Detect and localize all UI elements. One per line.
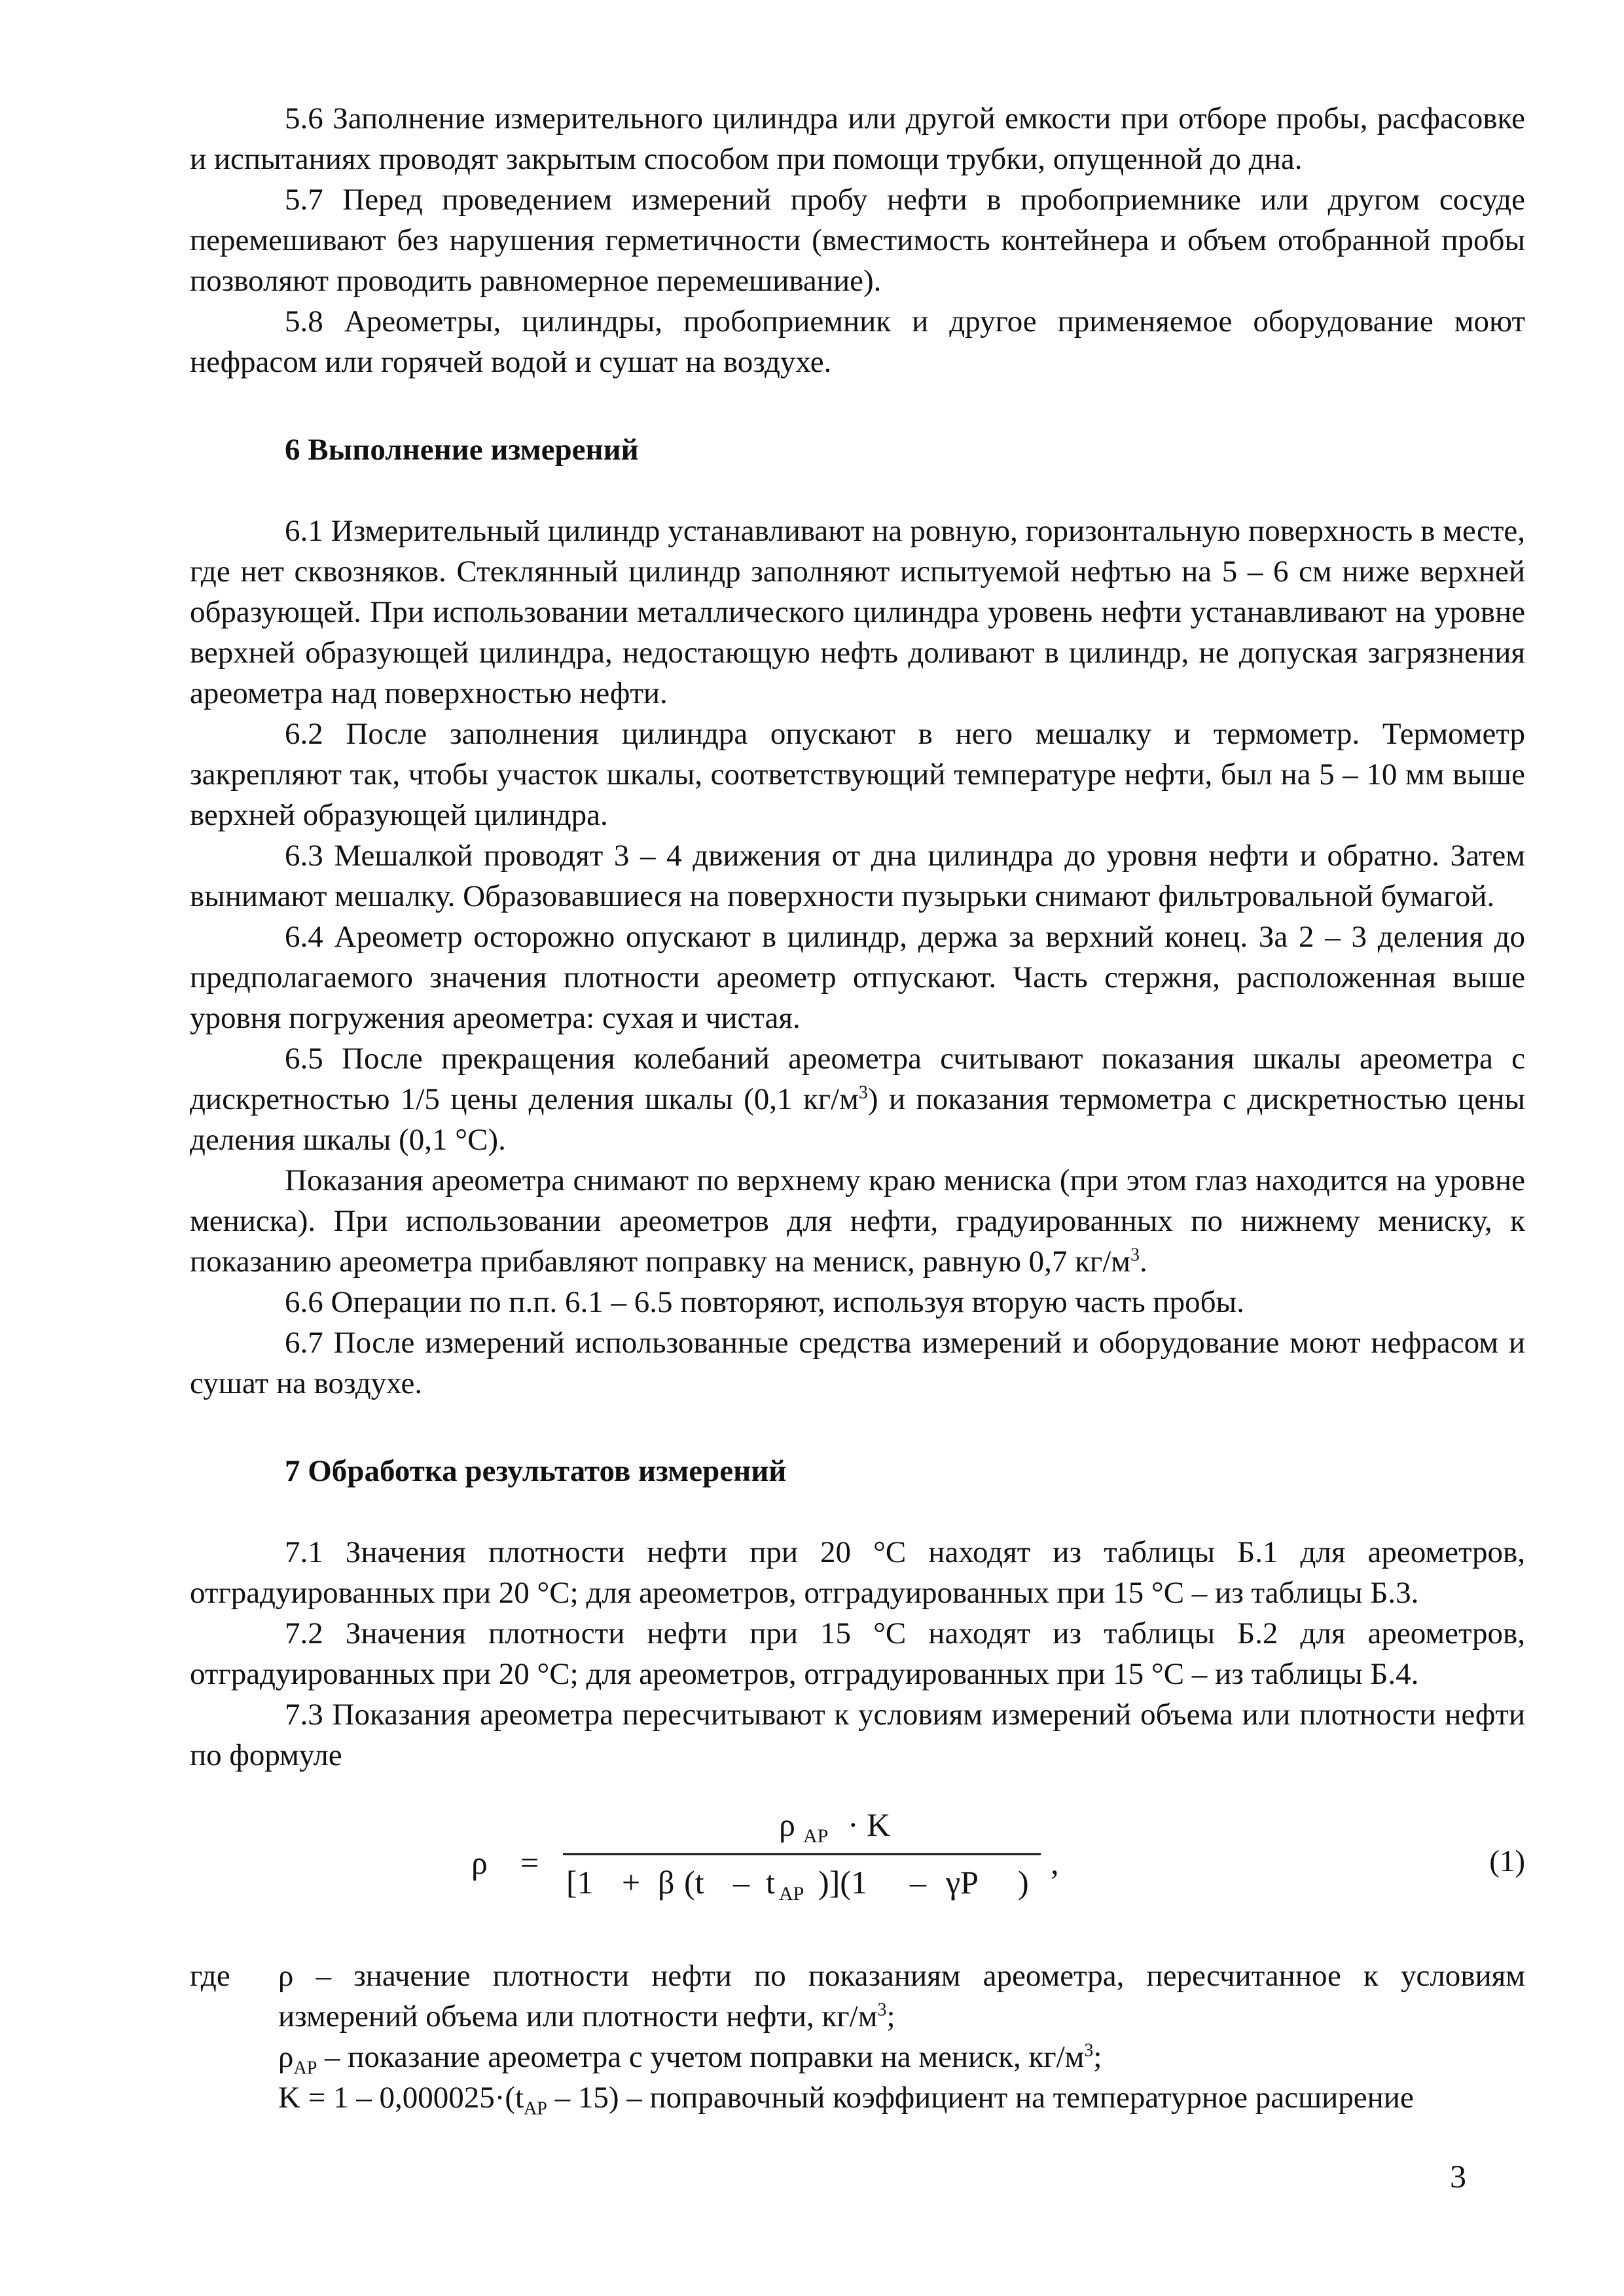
paragraph-6-3: 6.3 Мешалкой проводят 3 – 4 движения от дна цилиндра до уровня нефти и обратно. Затем вынимают мешалку. Образовавшиеся на поверхности пузырьки снимают фильтровальной бумагой. [190, 839, 1525, 913]
formula-den-tap: t [766, 1864, 775, 1901]
formula-1 [190, 1795, 1525, 1926]
superscript: 3 [877, 1999, 887, 2020]
where-item-k-text-b: – 15) – поправочный коэффициент на температурное расширение [547, 2081, 1414, 2115]
formula-den-t: (t [684, 1864, 704, 1901]
section-6-heading: 6 Выполнение измерений [285, 433, 639, 467]
paragraph-6-4: 6.4 Ареометр осторожно опускают в цилиндр, держа за верхний конец. За 2 – 3 деления до предполагаемого значения плотности ареометр отпускают. Часть стержня, расположенная выше уровня погружения ареометра: сухая и чистая. [190, 920, 1525, 1035]
subscript: AP [524, 2098, 547, 2119]
where-item-k-text-a: K = 1 – 0,000025·(t [278, 2081, 524, 2115]
where-item-rho-ap-end: ; [1093, 2040, 1102, 2074]
where-item-rho-ap-symbol: ρ [278, 2040, 294, 2074]
paragraph-7-2: 7.2 Значения плотности нефти при 15 °С находят из таблицы Б.2 для ареометров, отградуированных при 20 °С; для ареометров, отградуированных при 15 °С – из таблицы Б.4. [190, 1616, 1525, 1691]
formula-number: (1) [1489, 1844, 1525, 1878]
superscript: 3 [1130, 1245, 1140, 1266]
where-item-k [278, 2077, 1525, 2118]
formula-den-gamma: γP [946, 1864, 979, 1901]
superscript: 3 [1084, 2040, 1094, 2061]
formula-equals: = [520, 1844, 539, 1881]
section-7-heading: 7 Обработка результатов измерений [285, 1454, 787, 1488]
subscript: AP [293, 2058, 317, 2079]
where-item-rho-ap [278, 2037, 1525, 2077]
formula-numerator-sub: AP [803, 1825, 829, 1847]
paragraph-7-3: 7.3 Показания ареометра пересчитывают к условиям измерений объема или плотности нефти по формуле [190, 1698, 1525, 1772]
superscript: 3 [858, 1082, 868, 1103]
paragraph-6-5-meniscus-text-b: . [1140, 1245, 1147, 1279]
paragraph-6-6: 6.6 Операции по п.п. 6.1 – 6.5 повторяют, используя вторую часть пробы. [285, 1285, 1244, 1319]
formula-den-minus-1: – [733, 1864, 749, 1901]
document-page [190, 98, 1525, 2118]
formula-den-minus-2: – [910, 1864, 926, 1901]
formula-den-end: ) [1018, 1864, 1029, 1901]
paragraph-5-7: 5.7 Перед проведением измерений пробу нефти в пробоприемнике или другом сосуде перемешивают без нарушения герметичности (вместимость контейнера и объем отобранной пробы позволяют проводить равномерное перемешивание). [190, 183, 1525, 298]
where-item-rho [278, 1956, 1525, 2037]
where-item-rho-ap-text: – показание ареометра с учетом поправки на мениск, кг/м [317, 2040, 1085, 2074]
formula-numerator-rest: · K [848, 1806, 891, 1843]
formula-comma: , [1051, 1844, 1059, 1881]
paragraph-5-8: 5.8 Ареометры, цилиндры, пробоприемник и другое применяемое оборудование моют нефрасом или горячей водой и сушат на воздухе. [190, 304, 1525, 379]
paragraph-6-2: 6.2 После заполнения цилиндра опускают в него мешалку и термометр. Термометр закрепляют так, чтобы участок шкалы, соответствующий температуре нефти, был на 5 – 10 мм выше верхней образующей цилиндра. [190, 717, 1525, 832]
formula-den-plus: + [622, 1864, 641, 1901]
formula-numerator-rho: ρ [779, 1806, 795, 1843]
paragraph-6-5-meniscus [190, 1160, 1525, 1282]
formula-den-bracket: [1 [566, 1864, 594, 1901]
formula-den-close: )](1 [818, 1864, 867, 1901]
paragraph-7-1: 7.1 Значения плотности нефти при 20 °С находят из таблицы Б.1 для ареометров, отградуированных при 20 °С; для ареометров, отградуированных при 15 °С – из таблицы Б.3. [190, 1535, 1525, 1610]
formula-lhs: ρ [471, 1844, 488, 1881]
where-item-rho-end: ; [886, 1999, 895, 2033]
where-items [278, 1956, 1525, 2118]
formula-graphic [471, 1795, 1283, 1926]
where-block [190, 1956, 1525, 2118]
page-number: 3 [1450, 2158, 1466, 2195]
formula-den-beta: β [658, 1864, 675, 1901]
paragraph-6-5-text-b: ) и показания термометра с дискретностью цены деления шкалы (0,1 °С). [190, 1082, 1525, 1157]
where-item-rho-text: ρ – значение плотности нефти по показаниям ареометра, пересчитанное к условиям измерений объема или плотности нефти, кг/м [278, 1959, 1525, 2033]
paragraph-6-5-meniscus-text-a: Показания ареометра снимают по верхнему краю мениска (при этом глаз находится на уровне мениска). При использовании ареометров для нефти, градуированных по нижнему мениску, к показанию ареометра прибавляют поправку на мениск, равную 0,7 кг/м [190, 1163, 1525, 1279]
paragraph-5-6: 5.6 Заполнение измерительного цилиндра или другой емкости при отборе пробы, расфасовке и испытаниях проводят закрытым способом при помощи трубки, опущенной до дна. [190, 101, 1525, 176]
paragraph-6-1: 6.1 Измерительный цилиндр устанавливают на ровную, горизонтальную поверхность в месте, где нет сквозняков. Стеклянный цилиндр заполняют испытуемой нефтью на 5 – 6 см ниже верхней образующей. При использовании металлического цилиндра уровень нефти устанавливают на уровне верхней образующей цилиндра, недостающую нефть доливают в цилиндр, не допуская загрязнения ареометра над поверхностью нефти. [190, 514, 1525, 710]
paragraph-6-5 [190, 1038, 1525, 1160]
where-label: где [190, 1959, 230, 1993]
formula-den-tap-sub: AP [779, 1883, 804, 1904]
paragraph-6-5-text-a: 6.5 После прекращения колебаний ареометра считывают показания шкалы ареометра с дискретностью 1/5 цены деления шкалы (0,1 кг/м [190, 1042, 1525, 1116]
paragraph-6-7: 6.7 После измерений использованные средства измерений и оборудование моют нефрасом и сушат на воздухе. [190, 1326, 1525, 1400]
